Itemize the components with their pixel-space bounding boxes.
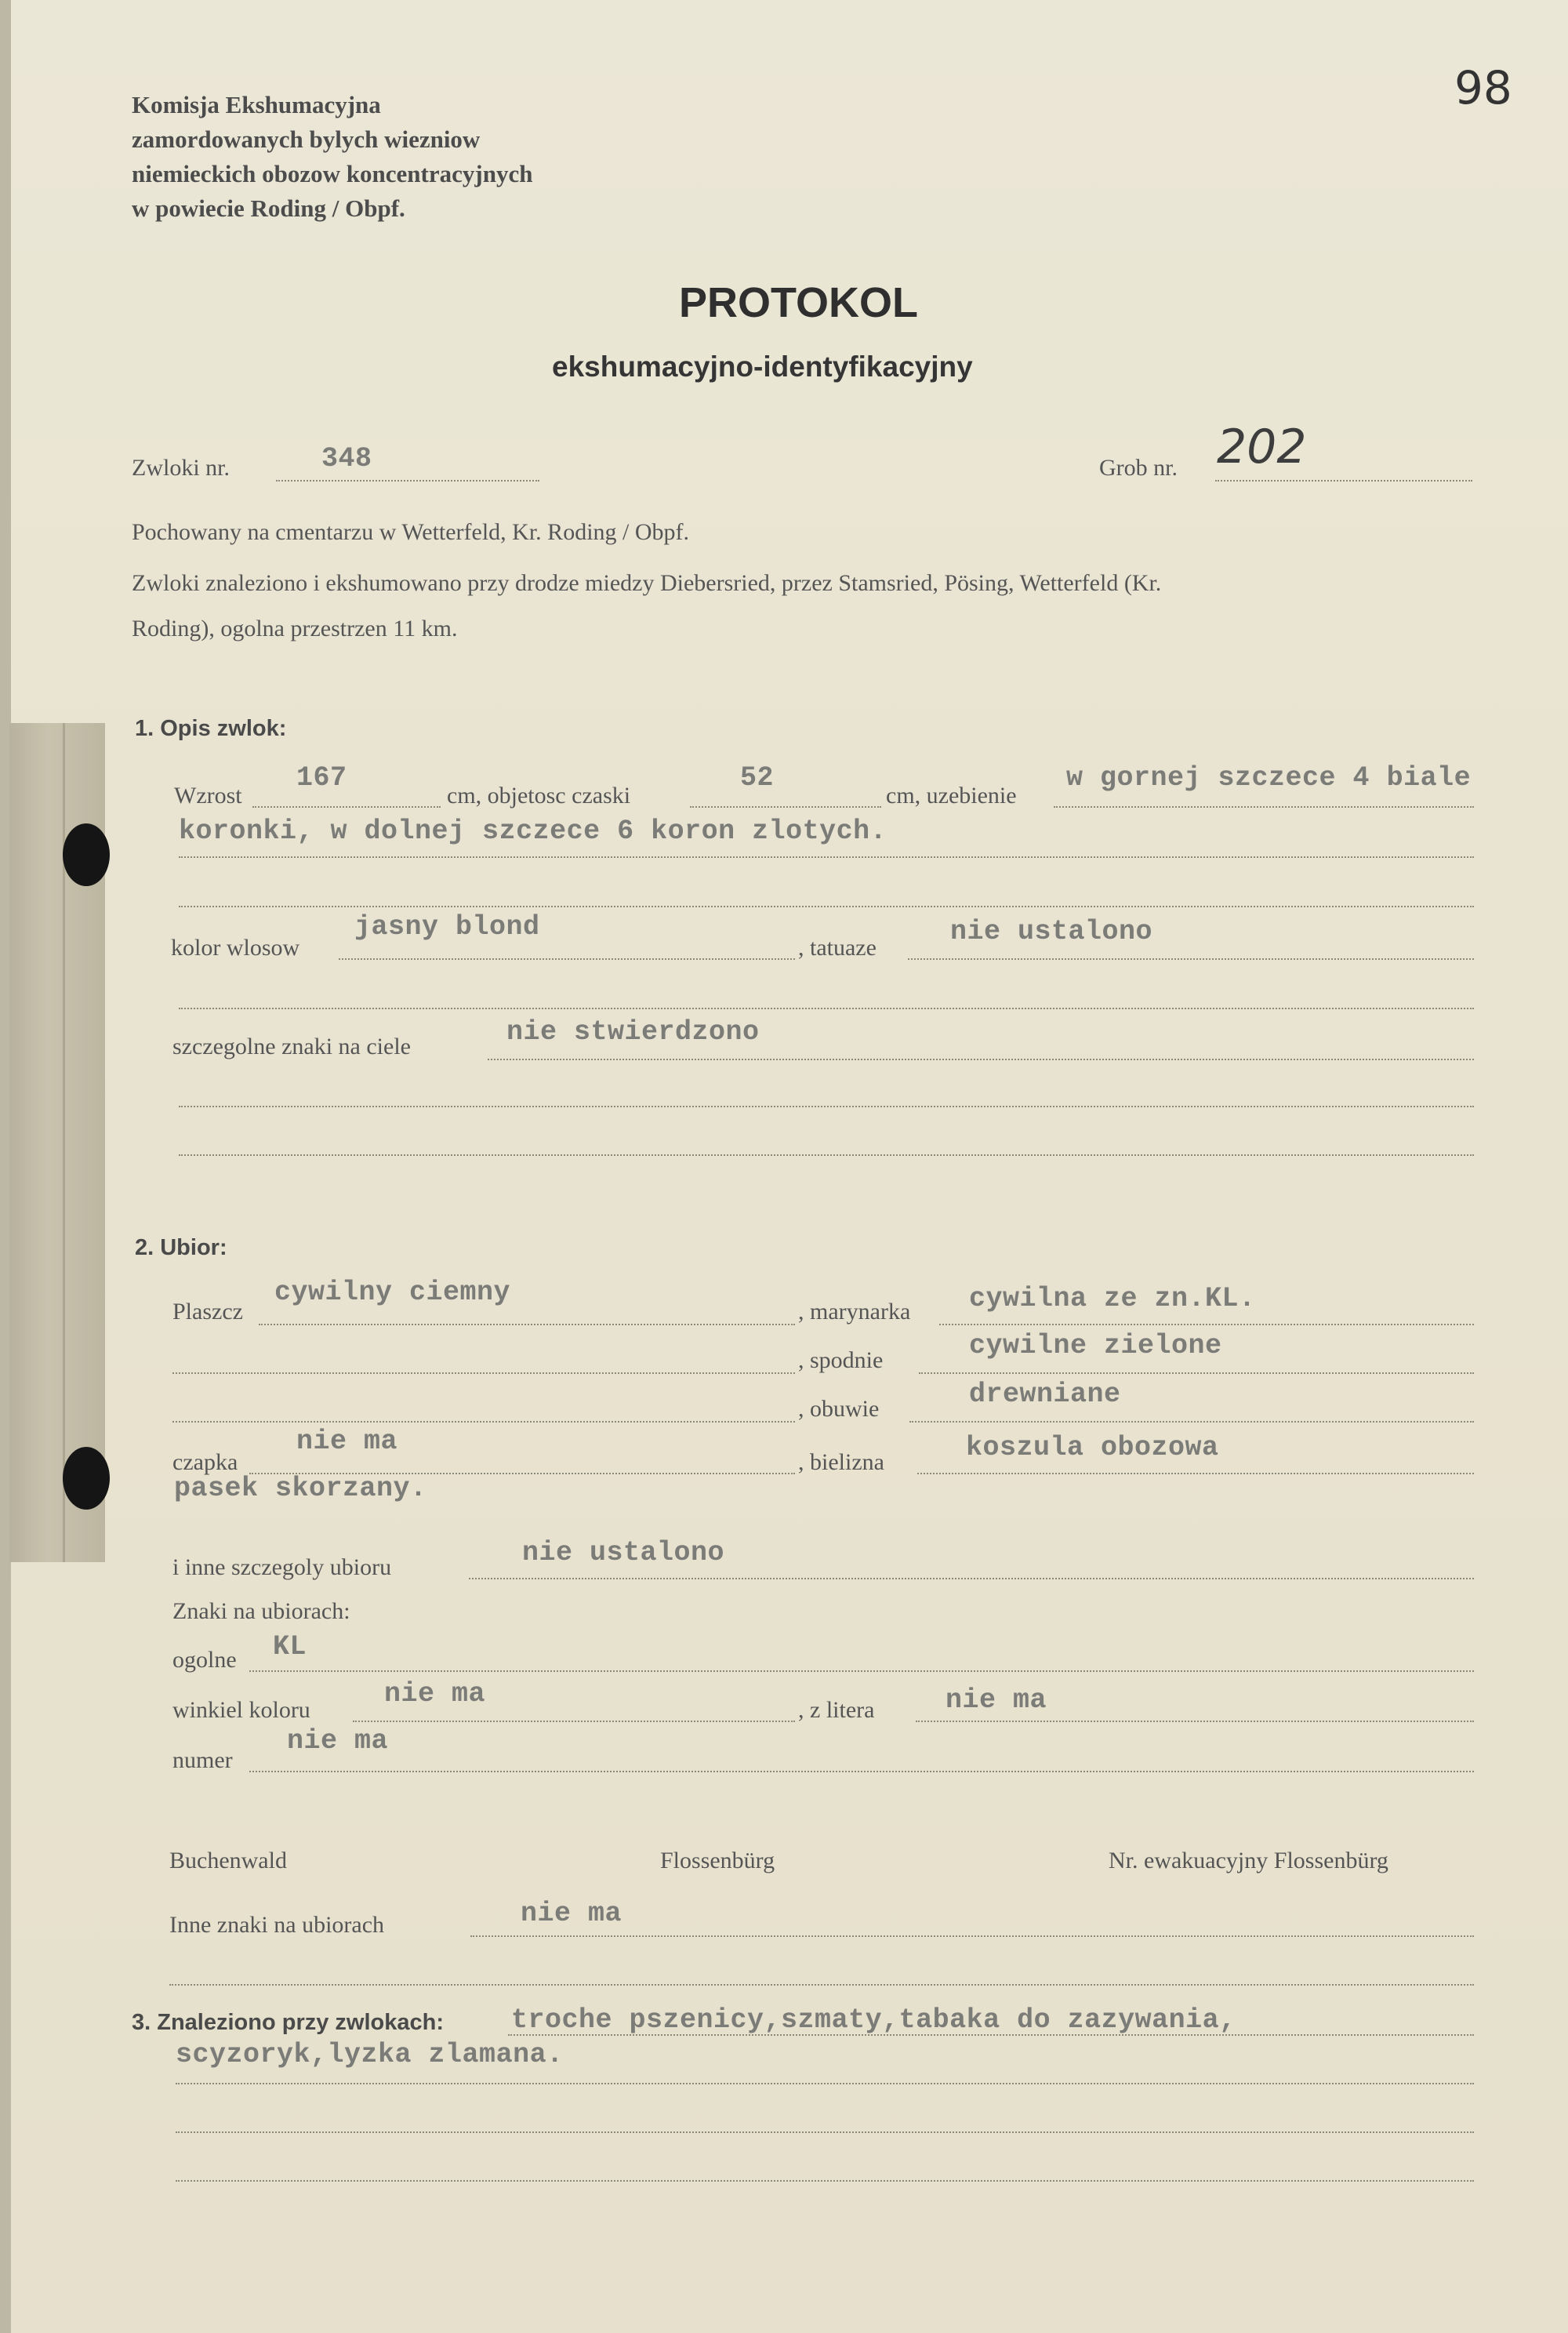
- letter-value: nie ma: [946, 1684, 1047, 1716]
- underwear-value: koszula obozowa: [966, 1432, 1219, 1463]
- teeth-value-line1: w gornej szczece 4 biale: [1066, 762, 1472, 794]
- number-value: nie ma: [287, 1725, 389, 1757]
- section-2-heading: 2. Ubior:: [135, 1235, 227, 1260]
- dotted-line: [919, 1372, 1474, 1374]
- dotted-line: [488, 1059, 1474, 1060]
- jacket-value: cywilna ze zn.KL.: [969, 1283, 1256, 1314]
- trousers-label: , spodnie: [798, 1347, 884, 1373]
- page-number: 98: [1454, 61, 1512, 114]
- evacuation-number-label: Nr. ewakuacyjny Flossenbürg: [1109, 1848, 1388, 1873]
- dotted-line: [179, 906, 1474, 907]
- org-line: zamordowanych bylych wiezniow: [132, 125, 481, 153]
- dotted-line: [179, 856, 1474, 858]
- grave-number-label: Grob nr.: [1099, 455, 1178, 481]
- dotted-line: [916, 1721, 1474, 1722]
- dotted-line: [469, 1578, 1474, 1579]
- tattoo-value: nie ustalono: [950, 916, 1153, 947]
- dotted-line: [276, 480, 539, 481]
- other-clothing-marks-value: nie ma: [521, 1898, 622, 1929]
- found-items-line2: scyzoryk,lyzka zlamana.: [176, 2039, 564, 2070]
- dotted-line: [172, 1421, 795, 1423]
- found-location-line2: Roding), ogolna przestrzen 11 km.: [132, 616, 458, 641]
- camp-buchenwald: Buchenwald: [169, 1848, 287, 1873]
- dotted-line: [249, 1771, 1474, 1772]
- teeth-label: cm, uzebienie: [886, 783, 1017, 809]
- dotted-line: [908, 958, 1474, 960]
- organization-header: [132, 88, 532, 226]
- dotted-line: [176, 2083, 1474, 2084]
- punch-hole: [63, 823, 110, 886]
- dotted-line: [179, 1154, 1474, 1156]
- dotted-line: [176, 2180, 1474, 2182]
- dotted-line: [909, 1421, 1474, 1423]
- dotted-line: [353, 1721, 795, 1722]
- body-marks-label: szczegolne znaki na ciele: [172, 1034, 411, 1059]
- dotted-line: [917, 1473, 1474, 1474]
- belt-value: pasek skorzany.: [174, 1473, 427, 1504]
- coat-value: cywilny ciemny: [274, 1277, 511, 1308]
- section-3-heading: 3. Znaleziono przy zwlokach:: [132, 2010, 445, 2035]
- other-clothing-value: nie ustalono: [522, 1537, 725, 1568]
- hair-color-label: kolor wlosow: [171, 935, 300, 961]
- dotted-line: [179, 1106, 1474, 1107]
- general-marks-label: ogolne: [172, 1647, 237, 1673]
- other-clothing-marks-label: Inne znaki na ubiorach: [169, 1912, 385, 1938]
- general-marks-value: KL: [273, 1631, 307, 1663]
- body-number-label: Zwloki nr.: [132, 455, 230, 481]
- coat-label: Plaszcz: [172, 1299, 243, 1325]
- hair-color-value: jasny blond: [354, 911, 540, 943]
- org-line: niemieckich obozow koncentracyjnych: [132, 160, 533, 187]
- org-line: w powiecie Roding / Obpf.: [132, 194, 405, 222]
- dotted-line: [169, 1984, 1474, 1986]
- dotted-line: [1215, 480, 1472, 481]
- dotted-line: [1054, 806, 1474, 808]
- found-location-line1: Zwloki znaleziono i ekshumowano przy drodze miedzy Diebersried, przez Stamsried, Pösing, Wetterfeld (Kr.: [132, 570, 1162, 596]
- height-value: 167: [296, 762, 347, 794]
- cap-value: nie ma: [296, 1426, 398, 1457]
- dotted-line: [470, 1935, 1474, 1937]
- dotted-line: [172, 1372, 795, 1374]
- body-number-value: 348: [321, 443, 372, 474]
- dotted-line: [690, 806, 881, 808]
- dotted-line: [339, 958, 795, 960]
- burial-place: Pochowany na cmentarzu w Wetterfeld, Kr. Roding / Obpf.: [132, 519, 690, 545]
- grave-number-value: 202: [1217, 420, 1307, 474]
- found-items-line1: troche pszenicy,szmaty,tabaka do zazywania,: [511, 2004, 1236, 2036]
- camp-flossenburg: Flossenbürg: [660, 1848, 775, 1873]
- dotted-line: [179, 1008, 1474, 1009]
- teeth-value-line2: koronki, w dolnej szczece 6 koron zlotych.: [179, 816, 887, 847]
- org-line: Komisja Ekshumacyjna: [132, 91, 381, 118]
- punch-hole: [63, 1447, 110, 1510]
- skull-label: cm, objetosc czaski: [447, 783, 631, 809]
- dotted-line: [252, 806, 441, 808]
- dotted-line: [939, 1324, 1474, 1325]
- cap-label: czapka: [172, 1449, 238, 1475]
- winkel-color-label: winkiel koloru: [172, 1697, 310, 1723]
- section-1-heading: 1. Opis zwlok:: [135, 716, 287, 741]
- tattoo-label: , tatuaze: [798, 935, 877, 961]
- dotted-line: [176, 2131, 1474, 2133]
- other-clothing-label: i inne szczegoly ubioru: [172, 1554, 392, 1580]
- shoes-value: drewniane: [969, 1379, 1121, 1410]
- jacket-label: , marynarka: [798, 1299, 911, 1325]
- skull-value: 52: [740, 762, 775, 794]
- document-title: PROTOKOL: [679, 279, 919, 326]
- clothing-marks-heading: Znaki na ubiorach:: [172, 1598, 350, 1624]
- document-subtitle: ekshumacyjno-identyfikacyjny: [552, 351, 973, 383]
- dotted-line: [249, 1670, 1474, 1672]
- trousers-value: cywilne zielone: [969, 1330, 1222, 1361]
- winkel-color-value: nie ma: [384, 1678, 486, 1710]
- shoes-label: , obuwie: [798, 1396, 880, 1422]
- number-label: numer: [172, 1747, 233, 1773]
- body-marks-value: nie stwierdzono: [506, 1016, 760, 1048]
- letter-label: , z litera: [798, 1697, 875, 1723]
- height-label: Wzrost: [174, 783, 242, 809]
- dotted-line: [259, 1324, 795, 1325]
- underwear-label: , bielizna: [798, 1449, 884, 1475]
